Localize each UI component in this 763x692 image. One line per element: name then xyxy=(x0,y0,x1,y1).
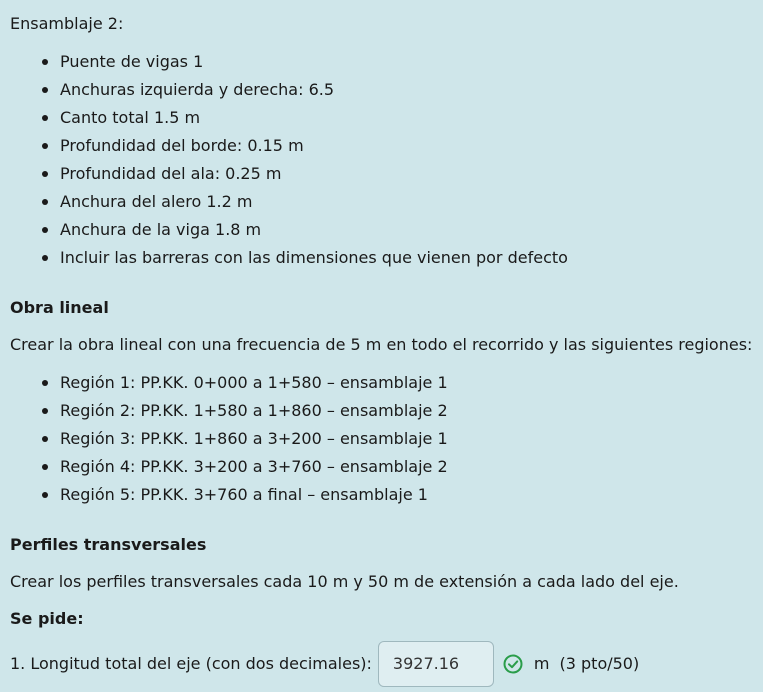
bullet-icon xyxy=(42,115,48,121)
bullet-icon xyxy=(42,380,48,386)
bullet-icon xyxy=(42,59,48,65)
bullet-icon xyxy=(42,227,48,233)
bullet-icon xyxy=(42,436,48,442)
list-item: Anchura de la viga 1.8 m xyxy=(10,216,753,244)
list-item: Región 2: PP.KK. 1+580 a 1+860 – ensamblaje 2 xyxy=(10,397,753,425)
list-item: Anchura del alero 1.2 m xyxy=(10,188,753,216)
check-circle-icon xyxy=(502,653,524,675)
list-item: Región 1: PP.KK. 0+000 a 1+580 – ensamblaje 1 xyxy=(10,369,753,397)
linear-work-description: Crear la obra lineal con una frecuencia de 5 m en todo el recorrido y las siguientes regiones: xyxy=(10,335,753,354)
bullet-icon xyxy=(42,87,48,93)
list-item: Incluir las barreras con las dimensiones que vienen por defecto xyxy=(10,244,753,272)
list-item: Puente de vigas 1 xyxy=(10,48,753,76)
assembly2-list xyxy=(10,48,753,272)
assembly2-heading: Ensamblaje 2: xyxy=(10,14,124,33)
question-label: 1. Longitud total del eje (con dos decimales): xyxy=(10,654,372,673)
list-item: Región 3: PP.KK. 1+860 a 3+200 – ensamblaje 1 xyxy=(10,425,753,453)
bullet-icon xyxy=(42,199,48,205)
linear-work-heading: Obra lineal xyxy=(10,298,109,317)
list-item: Profundidad del borde: 0.15 m xyxy=(10,132,753,160)
cross-sections-heading: Perfiles transversales xyxy=(10,535,207,554)
answer-input[interactable]: 3927.16 xyxy=(378,641,494,687)
regions-list xyxy=(10,369,753,509)
bullet-icon xyxy=(42,171,48,177)
list-item: Anchuras izquierda y derecha: 6.5 xyxy=(10,76,753,104)
list-item: Región 5: PP.KK. 3+760 a final – ensamblaje 1 xyxy=(10,481,753,509)
bullet-icon xyxy=(42,408,48,414)
task-heading: Se pide: xyxy=(10,609,84,628)
points-label: (3 pto/50) xyxy=(559,654,640,673)
list-item: Región 4: PP.KK. 3+200 a 3+760 – ensamblaje 2 xyxy=(10,453,753,481)
list-item: Canto total 1.5 m xyxy=(10,104,753,132)
bullet-icon xyxy=(42,464,48,470)
unit-label: m xyxy=(533,654,550,673)
question-row xyxy=(10,641,753,687)
bullet-icon xyxy=(42,143,48,149)
bullet-icon xyxy=(42,255,48,261)
bullet-icon xyxy=(42,492,48,498)
cross-sections-description: Crear los perfiles transversales cada 10 m y 50 m de extensión a cada lado del eje. xyxy=(10,572,679,591)
list-item: Profundidad del ala: 0.25 m xyxy=(10,160,753,188)
